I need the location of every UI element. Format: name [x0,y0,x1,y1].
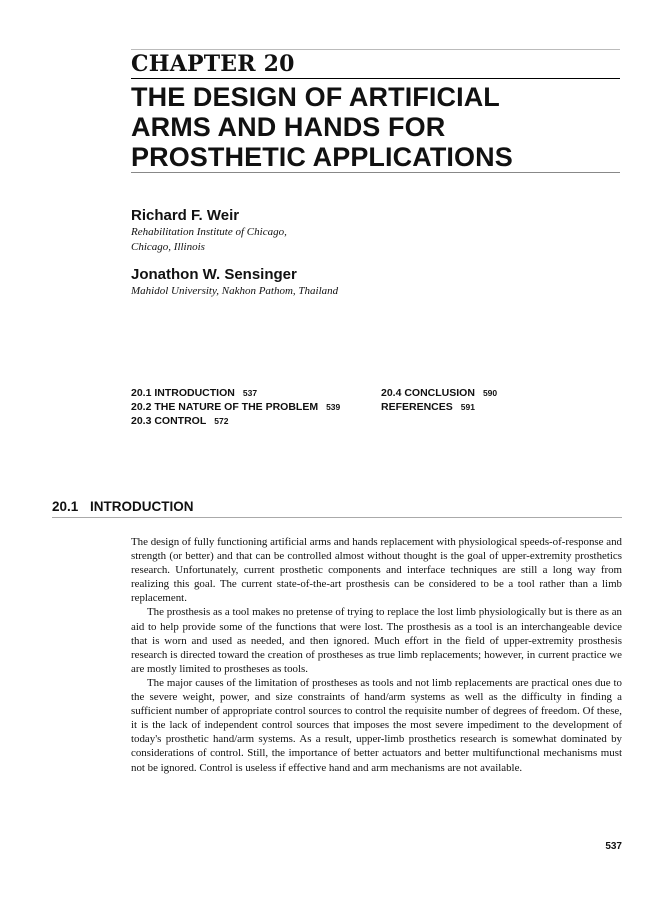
paragraph: The prosthesis as a tool makes no pretense of trying to replace the lost limb physiologically but is there as an aid to help provide some of the functions that were lost. The prosthesis as a tool is an interchangeable device that is worn and used as needed, and then ignored. Much effort in the field of upper-extremity prosthesis research is directed toward the creation of prostheses as true limb replacements; however, in current practice we are mostly limited to prostheses as tools. [131,606,622,675]
toc-entry-page: 590 [482,388,498,398]
toc-entry-label: 20.1 INTRODUCTION [131,387,235,399]
section-title: INTRODUCTION [90,499,194,514]
toc-entry-label: 20.4 CONCLUSION [381,387,475,399]
toc-entry[interactable] [381,400,475,414]
toc-entry-label: 20.2 THE NATURE OF THE PROBLEM [131,401,319,413]
toc-entry-page: 537 [242,388,258,398]
section-rule [52,517,622,518]
toc-entry[interactable] [131,414,228,428]
toc-entry[interactable] [381,386,497,400]
toc-entry[interactable] [131,386,257,400]
toc-entry-label: 20.3 CONTROL [131,415,207,427]
top-rule [131,49,620,50]
chapter-label-rule [131,78,620,79]
chapter-label: CHAPTER 20 [131,51,295,77]
chapter-title [131,82,631,172]
chapter-title-line: ARMS AND HANDS FOR [131,112,446,142]
paragraph: The design of fully functioning artificial arms and hands replacement with physiological speeds-of-response and strength (or better) and that can be controlled almost without thought is the goal of upper-extremity prosthetics research. Unfortunately, current prosthetic components and interface techniques are still a long way from realizing this goal. The current state-of-the-art prosthesis can be considered to be a tool rather than a limb replacement. [131,536,622,605]
toc-entry[interactable] [131,400,340,414]
chapter-title-line: THE DESIGN OF ARTIFICIAL [131,82,500,112]
paragraph: The major causes of the limitation of prostheses as tools and not limb replacements are practical ones due to the severe weight, power, and size constraints of hand/arm systems as well as the difficulty in finding a sufficient number of appropriate control sources to control the requisite number of degrees of freedom. Of these, it is the lack of independent control sources that imposes the most severe impediment to the development of today's prosthetic hand/arm systems. As a result, upper-limb prosthetics research is somewhat dominated by considerations of control. Still, the importance of better actuators and better multifunctional mechanisms must not be ignored. Control is useless if effective hand and arm mechanisms are not available. [131,676,622,774]
author-affiliation: Mahidol University, Nakhon Pathom, Thailand [131,285,339,297]
toc-entry-page: 539 [326,402,341,412]
title-bottom-rule [131,172,620,173]
toc-entry-page: 591 [460,402,475,412]
chapter-title-line: PROSTHETIC APPLICATIONS [131,142,513,172]
toc-entry-page: 572 [214,416,229,426]
section-heading [52,499,194,515]
author-affiliation: Chicago, Illinois [131,241,205,253]
toc-entry-label: REFERENCES [381,401,453,413]
author-name: Jonathon W. Sensinger [131,266,297,283]
section-number: 20.1 [52,499,79,514]
author-name: Richard F. Weir [131,207,240,224]
page-number: 537 [605,841,622,852]
author-affiliation: Rehabilitation Institute of Chicago, [131,226,287,238]
body-text [131,535,622,775]
